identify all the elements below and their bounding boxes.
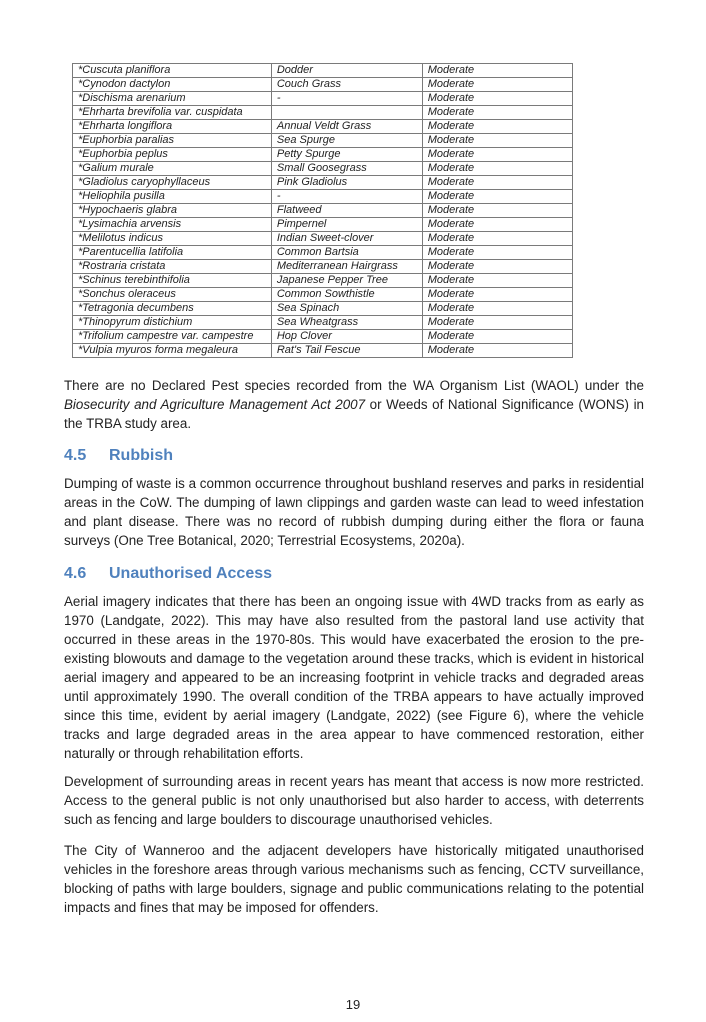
- rating-cell: Moderate: [422, 64, 572, 78]
- table-row: [73, 64, 573, 78]
- rating-cell: Moderate: [422, 232, 572, 246]
- rating-cell: Moderate: [422, 260, 572, 274]
- common-name-cell: Dodder: [271, 64, 422, 78]
- rating-cell: Moderate: [422, 148, 572, 162]
- species-cell: *Melilotus indicus: [73, 232, 272, 246]
- common-name-cell: Pimpernel: [271, 218, 422, 232]
- access-paragraph-2: Development of surrounding areas in recent years has meant that access is now more restricted. Access to the general public is not only unauthorised but also harder to access, with deterrents such as fencing and large boulders to discourage unauthorised vehicles.: [64, 774, 644, 827]
- species-cell: *Hypochaeris glabra: [73, 204, 272, 218]
- common-name-cell: -: [271, 92, 422, 106]
- table-row: [73, 246, 573, 260]
- table-row: [73, 78, 573, 92]
- species-cell: *Euphorbia peplus: [73, 148, 272, 162]
- species-cell: *Schinus terebinthifolia: [73, 274, 272, 288]
- common-name-cell: Annual Veldt Grass: [271, 120, 422, 134]
- rating-cell: Moderate: [422, 218, 572, 232]
- rating-cell: Moderate: [422, 246, 572, 260]
- species-cell: *Rostraria cristata: [73, 260, 272, 274]
- rating-cell: Moderate: [422, 176, 572, 190]
- common-name-cell: Japanese Pepper Tree: [271, 274, 422, 288]
- table-row: [73, 134, 573, 148]
- common-name-cell: [271, 106, 422, 120]
- table-row: [73, 330, 573, 344]
- rating-cell: Moderate: [422, 78, 572, 92]
- rating-cell: Moderate: [422, 344, 572, 358]
- weed-species-table: [72, 63, 573, 358]
- species-cell: *Sonchus oleraceus: [73, 288, 272, 302]
- pest-text-part1: There are no Declared Pest species recorded from the WA Organism List (WAOL) under the: [64, 378, 644, 393]
- species-cell: *Cynodon dactylon: [73, 78, 272, 92]
- pest-text-part2: or Weeds of National Significance (WONS) in the TRBA study area.: [64, 397, 644, 431]
- common-name-cell: Sea Spurge: [271, 134, 422, 148]
- section-title: Unauthorised Access: [109, 565, 273, 582]
- access-paragraph-3: The City of Wanneroo and the adjacent developers have historically mitigated unauthorised vehicles in the foreshore areas through various mechanisms such as fencing, CCTV surveillance, blocking of paths with large boulders, signage and public communications relating to the potential impacts and fines that may be imposed for offenders.: [64, 843, 644, 915]
- species-cell: *Euphorbia paralias: [73, 134, 272, 148]
- common-name-cell: Small Goosegrass: [271, 162, 422, 176]
- rating-cell: Moderate: [422, 204, 572, 218]
- common-name-cell: Sea Wheatgrass: [271, 316, 422, 330]
- common-name-cell: -: [271, 190, 422, 204]
- common-name-cell: Indian Sweet-clover: [271, 232, 422, 246]
- rating-cell: Moderate: [422, 274, 572, 288]
- species-cell: *Ehrharta longiflora: [73, 120, 272, 134]
- rating-cell: Moderate: [422, 330, 572, 344]
- species-cell: *Thinopyrum distichium: [73, 316, 272, 330]
- section-heading-rubbish: [64, 446, 173, 466]
- rating-cell: Moderate: [422, 302, 572, 316]
- section-number: 4.5: [64, 447, 87, 464]
- table-row: [73, 232, 573, 246]
- common-name-cell: Flatweed: [271, 204, 422, 218]
- table-row: [73, 260, 573, 274]
- table-row: [73, 302, 573, 316]
- table-row: [73, 204, 573, 218]
- rubbish-paragraph: Dumping of waste is a common occurrence throughout bushland reserves and parks in residential areas in the CoW. The dumping of lawn clippings and garden waste can lead to weed infestation and plant disease. There was no record of rubbish dumping during either the flora or fauna surveys (One Tree Botanical, 2020; Terrestrial Ecosystems, 2020a).: [64, 476, 644, 548]
- table-row: [73, 288, 573, 302]
- weed-table-body: [73, 64, 573, 358]
- species-cell: *Ehrharta brevifolia var. cuspidata: [73, 106, 272, 120]
- table-row: [73, 176, 573, 190]
- common-name-cell: Rat's Tail Fescue: [271, 344, 422, 358]
- rating-cell: Moderate: [422, 316, 572, 330]
- table-row: [73, 218, 573, 232]
- species-cell: *Dischisma arenarium: [73, 92, 272, 106]
- species-cell: *Galium murale: [73, 162, 272, 176]
- species-cell: *Trifolium campestre var. campestre: [73, 330, 272, 344]
- act-name: Biosecurity and Agriculture Management Act 2007: [64, 397, 366, 412]
- common-name-cell: Common Sowthistle: [271, 288, 422, 302]
- common-name-cell: Couch Grass: [271, 78, 422, 92]
- species-cell: *Heliophila pusilla: [73, 190, 272, 204]
- rating-cell: Moderate: [422, 288, 572, 302]
- common-name-cell: Hop Clover: [271, 330, 422, 344]
- common-name-cell: Sea Spinach: [271, 302, 422, 316]
- rating-cell: Moderate: [422, 162, 572, 176]
- common-name-cell: Mediterranean Hairgrass: [271, 260, 422, 274]
- species-cell: *Parentucellia latifolia: [73, 246, 272, 260]
- rating-cell: Moderate: [422, 106, 572, 120]
- table-row: [73, 162, 573, 176]
- page-number: 19: [345, 997, 361, 1012]
- table-row: [73, 148, 573, 162]
- table-row: [73, 106, 573, 120]
- common-name-cell: Petty Spurge: [271, 148, 422, 162]
- species-cell: *Vulpia myuros forma megaleura: [73, 344, 272, 358]
- access-paragraph-1: Aerial imagery indicates that there has been an ongoing issue with 4WD tracks from as early as 1970 (Landgate, 2022). This may have also resulted from the pastoral land use activity that occurred in these areas in the 1970-80s. This would have exacerbated the erosion to the pre-existing blowouts and damage to the vegetation around these tracks, which is evident in historical aerial imagery and appeared to be an increasing footprint in vehicle tracks and degraded areas until approximately 1990. The overall condition of the TRBA appears to have actually improved since this time, evident by aerial imagery (Landgate, 2022) (see Figure 6), where the vehicle tracks and large degraded areas in the area appear to have commenced restoration, either naturally or through rehabilitation efforts.: [64, 594, 644, 761]
- table-row: [73, 344, 573, 358]
- rating-cell: Moderate: [422, 120, 572, 134]
- table-row: [73, 190, 573, 204]
- species-cell: *Cuscuta planiflora: [73, 64, 272, 78]
- table-row: [73, 120, 573, 134]
- common-name-cell: Pink Gladiolus: [271, 176, 422, 190]
- species-cell: *Tetragonia decumbens: [73, 302, 272, 316]
- species-cell: *Lysimachia arvensis: [73, 218, 272, 232]
- table-row: [73, 92, 573, 106]
- rating-cell: Moderate: [422, 92, 572, 106]
- rating-cell: Moderate: [422, 134, 572, 148]
- common-name-cell: Common Bartsia: [271, 246, 422, 260]
- table-row: [73, 274, 573, 288]
- section-heading-unauthorised-access: [64, 564, 272, 584]
- section-title: Rubbish: [109, 447, 173, 464]
- species-cell: *Gladiolus caryophyllaceus: [73, 176, 272, 190]
- rating-cell: Moderate: [422, 190, 572, 204]
- declared-pest-paragraph: [64, 376, 644, 433]
- table-row: [73, 316, 573, 330]
- section-number: 4.6: [64, 565, 87, 582]
